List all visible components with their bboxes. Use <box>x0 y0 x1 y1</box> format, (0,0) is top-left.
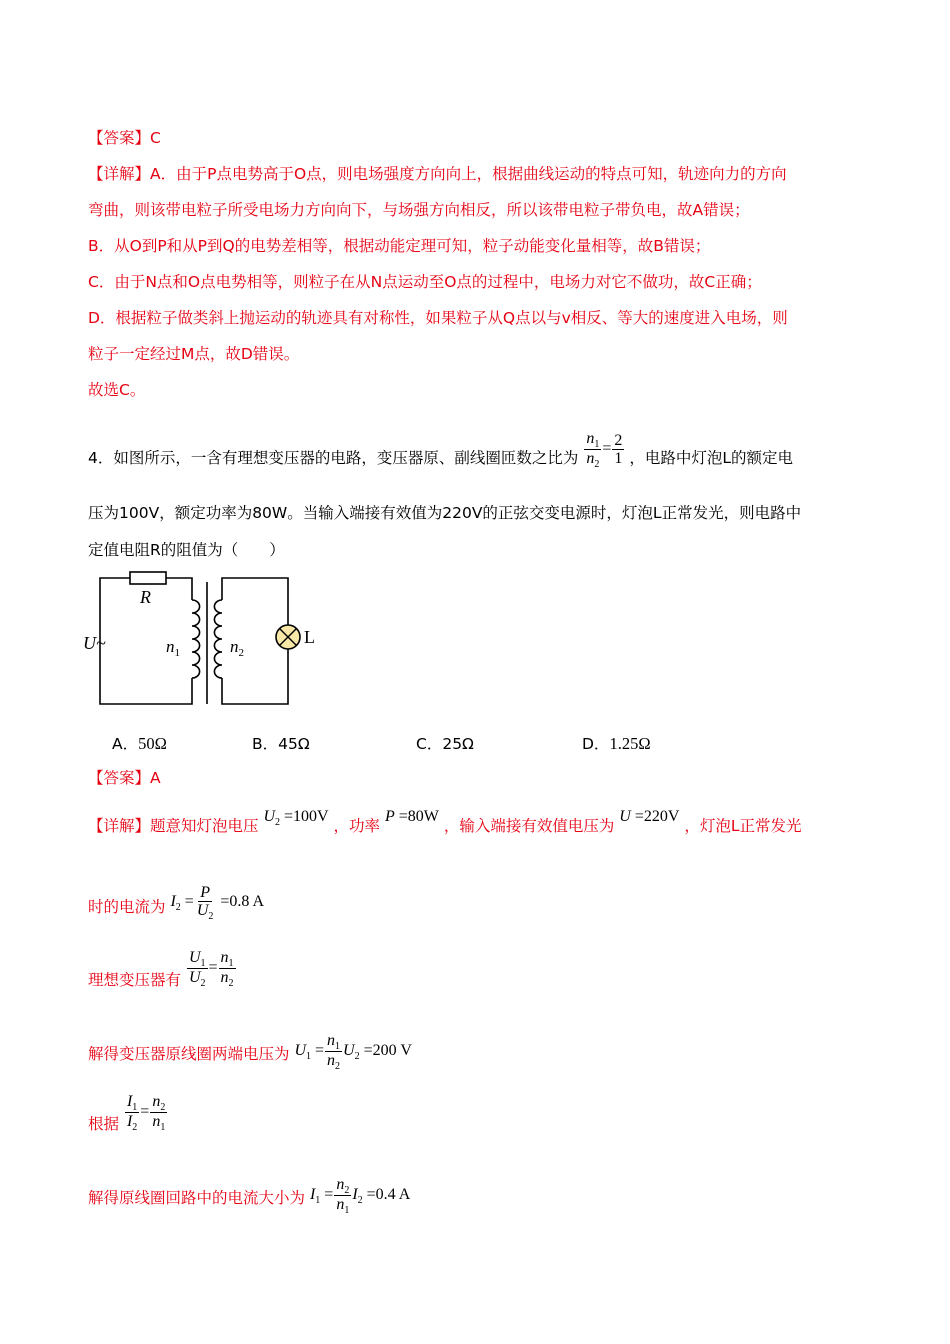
formula-current-ratio: $\frac{I_1}{I_2}$ = $\frac{n_2}{n_1}$ <box>126 1093 166 1133</box>
option-c[interactable]: C．25Ω <box>416 735 474 753</box>
explanation-line-b: B．从O到P和从P到Q的电势差相等，根据动能定理可知，粒子动能变化量相等，故B错误； <box>88 237 711 255</box>
formula-u2: $U_2 =100V$ <box>263 808 329 828</box>
explanation-line-a1 <box>88 164 787 184</box>
formula-i2: $I_2$ = $\frac{P}{U_2}$ =0.8 A <box>170 884 265 922</box>
explanation-label: 【详解】 <box>88 817 151 835</box>
question-line-2: 压为100V，额定功率为80W。当输入端接有效值为220V的正弦交变电源时，灯泡L正常发光，则电路中 <box>88 504 802 522</box>
option-a[interactable]: A．50Ω <box>112 734 167 753</box>
explanation-text: A．由于P点电势高于O点，则电场强度方向向上，根据曲线运动的特点可知，轨迹向力的方向 <box>150 165 787 183</box>
answer-label: 【答案】 <box>88 129 151 147</box>
answer-line-2 <box>88 768 161 788</box>
answer-value: C <box>150 129 161 147</box>
answer-label: 【答案】 <box>88 769 151 787</box>
option-d[interactable]: D．1.25Ω <box>582 734 651 753</box>
explanation-line-a2: 弯曲，则该带电粒子所受电场力方向向下，与场强方向相反，所以该带电粒子带负电，故A错误； <box>88 201 750 219</box>
explanation-line-d1: D．根据粒子做类斜上抛运动的轨迹具有对称性，如果粒子从Q点以与v相反、等大的速度进入电场，则 <box>88 309 788 327</box>
explanation-line-c: C．由于N点和O点电势相等，则粒子在从N点运动至O点的过程中，电场力对它不做功，故C正确； <box>88 273 762 291</box>
question-text-suffix: ，电路中灯泡L的额定电 <box>629 449 793 468</box>
option-b[interactable]: B．45Ω <box>252 735 310 753</box>
lamp-label: L <box>304 627 315 647</box>
conclusion: 故选C。 <box>88 381 146 399</box>
lamp-icon <box>276 625 300 649</box>
detail2-line-2: 时的电流为 $I_2$ = $\frac{P}{U_2}$ =0.8 A <box>88 884 265 922</box>
detail2-line-6: 解得原线圈回路中的电流大小为 $I_1$ = $\frac{n_2}{n_1}$ $I_2 =0.4$ A <box>88 1176 411 1216</box>
detail2-line-3: 理想变压器有 $\frac{U_1}{U_2}$ = $\frac{n_1}{n_2}$ <box>88 962 237 1001</box>
turns-ratio-formula: $\frac{n_1}{n_2}$ = $\frac{2}{1}$ <box>586 430 623 470</box>
formula-voltage-ratio: $\frac{U_1}{U_2}$ = $\frac{n_1}{n_2}$ <box>188 949 234 989</box>
explanation-line-d2: 粒子一定经过M点，故D错误。 <box>88 345 300 363</box>
resistor-label: R <box>140 587 151 607</box>
source-label: U~ <box>83 633 106 653</box>
secondary-turns-label: $n_2$ <box>230 637 244 659</box>
formula-p: P =80W <box>385 808 439 825</box>
primary-turns-label: $n_1$ <box>166 637 180 659</box>
formula-u1: $U_1$ = $\frac{n_1}{n_2}$ $U_2 =200$ V <box>294 1032 412 1072</box>
formula-i1: $I_1$ = $\frac{n_2}{n_1}$ $I_2 =0.4$ A <box>309 1176 411 1216</box>
circuit-diagram <box>80 566 330 712</box>
question-line-1 <box>88 430 793 479</box>
detail2-line-4: 解得变压器原线圈两端电压为 $U_1$ = $\frac{n_1}{n_2}$ $U_2 =200$ V <box>88 1032 412 1072</box>
question-text: 4．如图所示，一含有理想变压器的电路，变压器原、副线圈匝数之比为 <box>88 449 579 468</box>
question-line-3: 定值电阻R的阻值为（ ） <box>88 541 285 559</box>
answer-line <box>88 128 161 148</box>
explanation-label: 【详解】 <box>88 165 151 183</box>
detail2-line-1: 【详解】题意知灯泡电压 $U_2 =100V$ ，功率 P =80W ，输入端接有效值电压为 U =220V ，灯泡L正常发光 <box>88 808 802 835</box>
formula-u: U =220V <box>619 808 680 825</box>
detail2-line-5: 根据 $\frac{I_1}{I_2}$ = $\frac{n_2}{n_1}$ <box>88 1106 168 1145</box>
answer-value: A <box>150 769 161 787</box>
